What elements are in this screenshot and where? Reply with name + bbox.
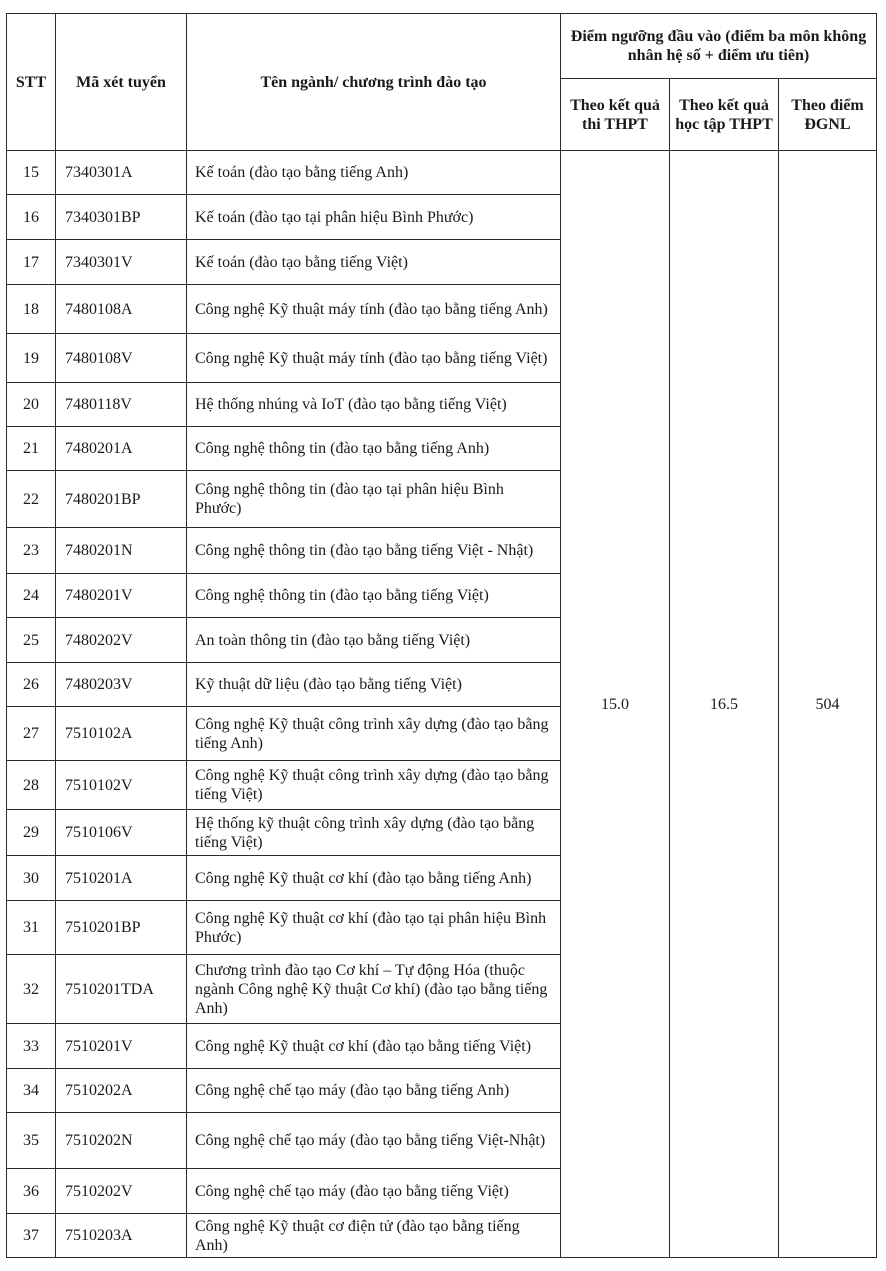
- row-code: 7480201BP: [56, 471, 187, 528]
- row-stt: 21: [7, 427, 56, 471]
- row-code: 7480108V: [56, 334, 187, 383]
- row-code: 7510102A: [56, 707, 187, 761]
- row-code: 7480202V: [56, 618, 187, 663]
- row-program-name: Hệ thống nhúng và IoT (đào tạo bằng tiếng Việt): [187, 383, 561, 427]
- row-stt: 16: [7, 195, 56, 240]
- row-program-name: An toàn thông tin (đào tạo bằng tiếng Việt): [187, 618, 561, 663]
- row-stt: 28: [7, 761, 56, 810]
- row-code: 7510106V: [56, 810, 187, 856]
- row-program-name: Công nghệ Kỹ thuật công trình xây dựng (đào tạo bằng tiếng Việt): [187, 761, 561, 810]
- row-stt: 31: [7, 901, 56, 955]
- row-code: 7340301A: [56, 151, 187, 195]
- row-stt: 35: [7, 1113, 56, 1169]
- row-stt: 32: [7, 955, 56, 1024]
- score-thpt-exam: 15.0: [561, 151, 670, 1258]
- row-program-name: Công nghệ thông tin (đào tạo bằng tiếng Việt): [187, 574, 561, 618]
- row-stt: 25: [7, 618, 56, 663]
- row-stt: 15: [7, 151, 56, 195]
- row-program-name: Kế toán (đào tạo tại phân hiệu Bình Phước): [187, 195, 561, 240]
- row-code: 7510202A: [56, 1069, 187, 1113]
- header-program: Tên ngành/ chương trình đào tạo: [187, 14, 561, 151]
- header-thpt-study: Theo kết quả học tập THPT: [670, 79, 779, 151]
- row-program-name: Công nghệ Kỹ thuật cơ khí (đào tạo tại phân hiệu Bình Phước): [187, 901, 561, 955]
- header-thpt-exam: Theo kết quả thi THPT: [561, 79, 670, 151]
- table-row: [7, 151, 877, 195]
- row-stt: 20: [7, 383, 56, 427]
- admission-threshold-table: [6, 13, 877, 1258]
- row-program-name: Công nghệ Kỹ thuật cơ điện tử (đào tạo bằng tiếng Anh): [187, 1214, 561, 1258]
- row-code: 7510202N: [56, 1113, 187, 1169]
- row-stt: 29: [7, 810, 56, 856]
- row-program-name: Công nghệ Kỹ thuật máy tính (đào tạo bằng tiếng Việt): [187, 334, 561, 383]
- row-stt: 18: [7, 285, 56, 334]
- row-stt: 30: [7, 856, 56, 901]
- header-dgnl: Theo điểm ĐGNL: [779, 79, 877, 151]
- row-stt: 33: [7, 1024, 56, 1069]
- row-code: 7510201TDA: [56, 955, 187, 1024]
- row-code: 7480118V: [56, 383, 187, 427]
- row-code: 7510201A: [56, 856, 187, 901]
- row-code: 7510102V: [56, 761, 187, 810]
- row-stt: 26: [7, 663, 56, 707]
- row-code: 7510201BP: [56, 901, 187, 955]
- row-program-name: Công nghệ chế tạo máy (đào tạo bằng tiếng Anh): [187, 1069, 561, 1113]
- row-code: 7480201V: [56, 574, 187, 618]
- row-code: 7480201A: [56, 427, 187, 471]
- row-program-name: Công nghệ chế tạo máy (đào tạo bằng tiếng Việt-Nhật): [187, 1113, 561, 1169]
- row-code: 7510202V: [56, 1169, 187, 1214]
- row-code: 7340301V: [56, 240, 187, 285]
- row-code: 7510201V: [56, 1024, 187, 1069]
- score-dgnl: 504: [779, 151, 877, 1258]
- row-stt: 34: [7, 1069, 56, 1113]
- row-program-name: Công nghệ thông tin (đào tạo bằng tiếng Việt - Nhật): [187, 528, 561, 574]
- row-stt: 17: [7, 240, 56, 285]
- row-code: 7480203V: [56, 663, 187, 707]
- row-program-name: Kế toán (đào tạo bằng tiếng Việt): [187, 240, 561, 285]
- row-stt: 22: [7, 471, 56, 528]
- row-stt: 24: [7, 574, 56, 618]
- score-thpt-study: 16.5: [670, 151, 779, 1258]
- row-program-name: Kỹ thuật dữ liệu (đào tạo bằng tiếng Việt): [187, 663, 561, 707]
- row-program-name: Chương trình đào tạo Cơ khí – Tự động Hóa (thuộc ngành Công nghệ Kỹ thuật Cơ khí) (đào tạo bằng tiếng Anh): [187, 955, 561, 1024]
- header-stt: STT: [7, 14, 56, 151]
- row-program-name: Công nghệ Kỹ thuật cơ khí (đào tạo bằng tiếng Việt): [187, 1024, 561, 1069]
- row-program-name: Hệ thống kỹ thuật công trình xây dựng (đào tạo bằng tiếng Việt): [187, 810, 561, 856]
- row-program-name: Công nghệ Kỹ thuật máy tính (đào tạo bằng tiếng Anh): [187, 285, 561, 334]
- row-program-name: Công nghệ thông tin (đào tạo bằng tiếng Anh): [187, 427, 561, 471]
- row-stt: 19: [7, 334, 56, 383]
- row-program-name: Công nghệ Kỹ thuật công trình xây dựng (đào tạo bằng tiếng Anh): [187, 707, 561, 761]
- row-code: 7480201N: [56, 528, 187, 574]
- row-code: 7340301BP: [56, 195, 187, 240]
- row-program-name: Công nghệ Kỹ thuật cơ khí (đào tạo bằng tiếng Anh): [187, 856, 561, 901]
- row-code: 7480108A: [56, 285, 187, 334]
- row-stt: 36: [7, 1169, 56, 1214]
- row-program-name: Kế toán (đào tạo bằng tiếng Anh): [187, 151, 561, 195]
- row-program-name: Công nghệ thông tin (đào tạo tại phân hiệu Bình Phước): [187, 471, 561, 528]
- row-stt: 23: [7, 528, 56, 574]
- header-code: Mã xét tuyển: [56, 14, 187, 151]
- row-code: 7510203A: [56, 1214, 187, 1258]
- header-threshold: Điểm ngưỡng đầu vào (điểm ba môn không nhân hệ số + điểm ưu tiên): [561, 14, 877, 79]
- row-stt: 37: [7, 1214, 56, 1258]
- row-stt: 27: [7, 707, 56, 761]
- row-program-name: Công nghệ chế tạo máy (đào tạo bằng tiếng Việt): [187, 1169, 561, 1214]
